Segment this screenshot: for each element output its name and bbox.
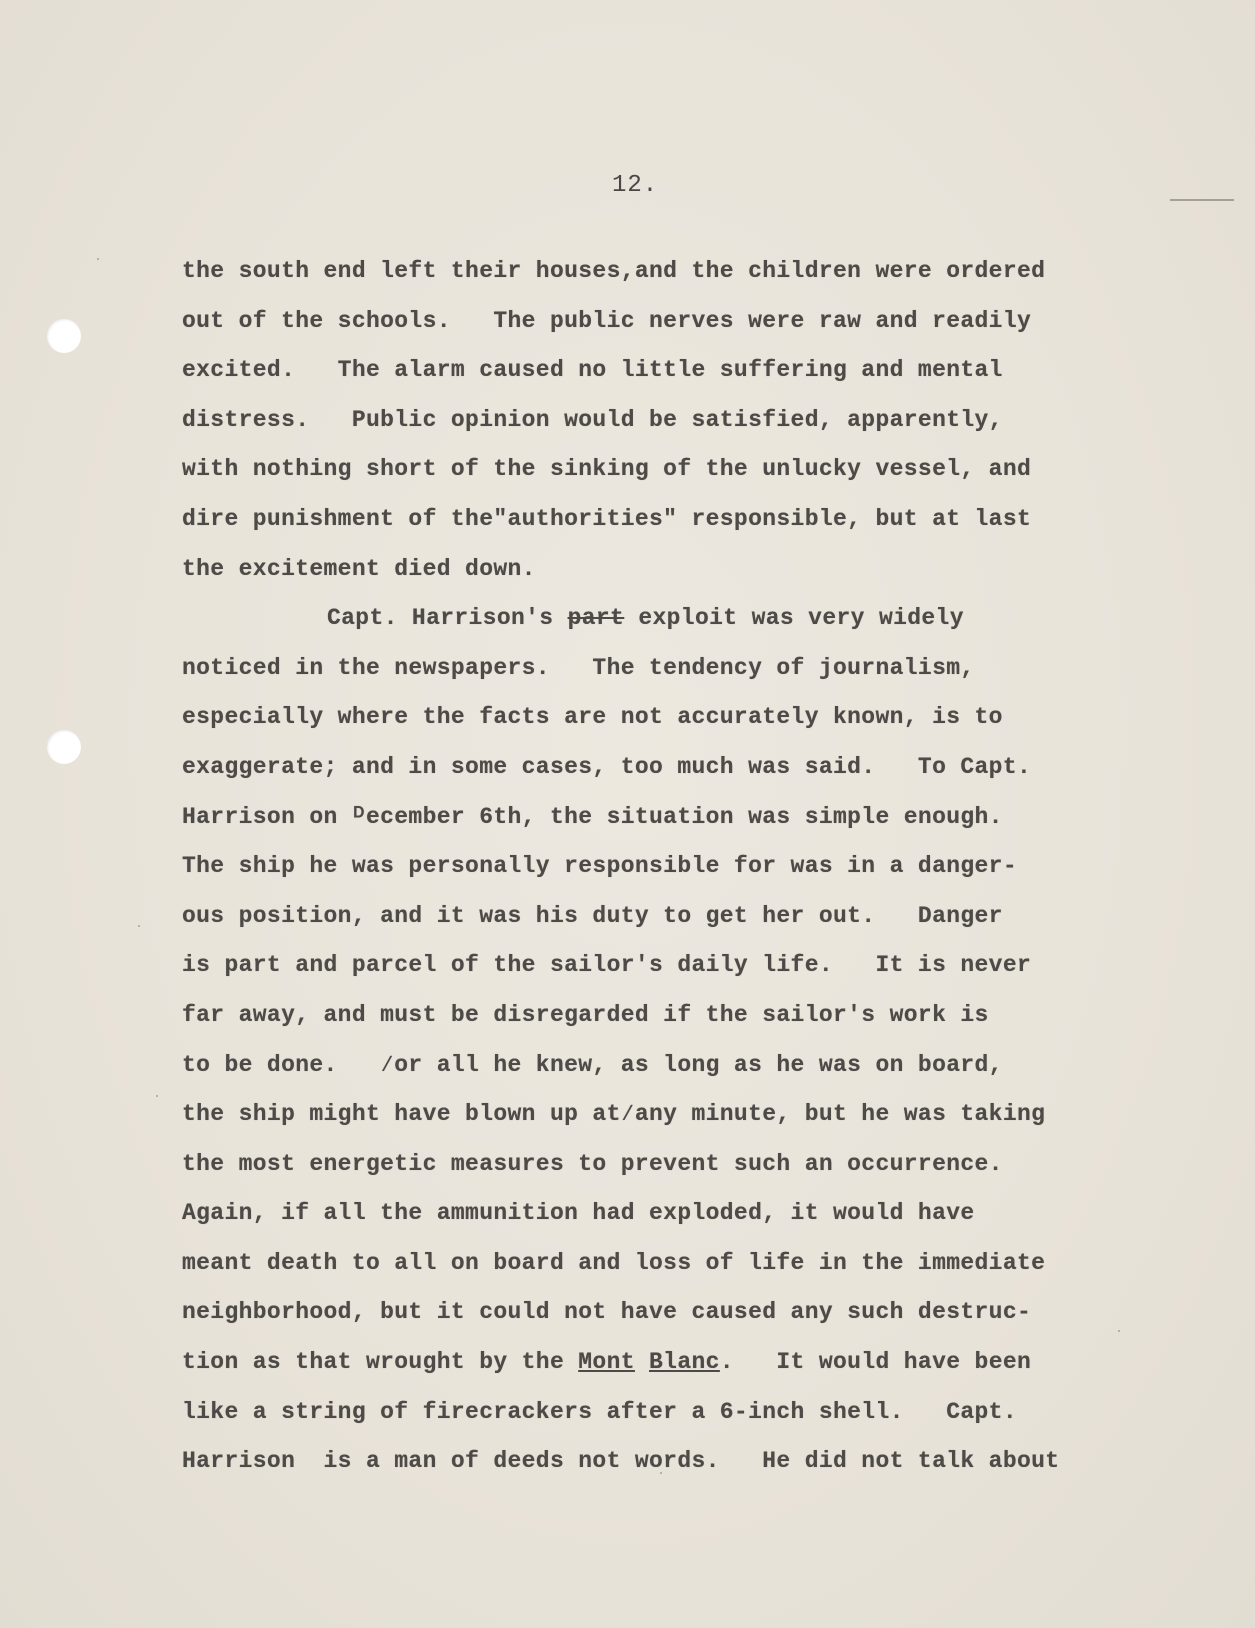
- text-line: especially where the facts are not accurately known, is to: [182, 704, 1003, 731]
- text-line: the south end left their houses,and the children were ordered: [182, 258, 1046, 284]
- ship-name-underlined: Mont: [578, 1349, 635, 1376]
- typed-body-text: [182, 247, 1102, 1487]
- text-line: far away, and must be disregarded if the sailor's work is: [182, 1001, 989, 1028]
- text-line: the ship might have blown up at∕any minute, but he was taking: [182, 1101, 1046, 1128]
- paper-speck: [1118, 1330, 1120, 1332]
- text-line: to be done. ∕or all he knew, as long as he was on board,: [182, 1051, 1003, 1078]
- text-line: Again, if all the ammunition had exploded, it would have: [182, 1200, 975, 1227]
- text-line: the excitement died down.: [182, 555, 536, 582]
- text-line: is part and parcel of the sailor's daily life. It is never: [182, 952, 1032, 979]
- text-line: like a string of firecrackers after a 6-inch shell. Capt.: [182, 1398, 1017, 1425]
- text-line: noticed in the newspapers. The tendency of journalism,: [182, 654, 975, 681]
- margin-mark: [1170, 199, 1234, 201]
- text-line: exaggerate; and in some cases, too much was said. To Capt.: [182, 753, 1032, 780]
- text-segment: Capt. Harrison's: [327, 605, 568, 632]
- text-segment: exploit was very widely: [624, 605, 964, 632]
- punch-hole: [47, 319, 81, 353]
- paper-speck: [97, 258, 99, 260]
- text-segment: . It would have been: [719, 1349, 1032, 1376]
- punch-hole: [47, 730, 81, 764]
- text-line: Harrison is a man of deeds not words. He did not talk about: [182, 1448, 1060, 1475]
- page-number: 12.: [612, 172, 659, 199]
- text-line: meant death to all on board and loss of life in the immediate: [182, 1249, 1046, 1276]
- text-line-indented: [182, 594, 1102, 644]
- text-segment: tion as that wrought by the: [182, 1349, 579, 1376]
- struck-word: part: [567, 605, 625, 632]
- text-line: the most energetic measures to prevent such an occurrence.: [182, 1150, 1003, 1177]
- text-line: with nothing short of the sinking of the unlucky vessel, and: [182, 456, 1032, 483]
- text-line: distress. Public opinion would be satisfied, apparently,: [182, 406, 1003, 433]
- text-line: excited. The alarm caused no little suffering and mental: [182, 357, 1003, 384]
- text-line: dire punishment of the"authorities" responsible, but at last: [182, 505, 1032, 532]
- text-line: Harrison on ᴰecember 6th, the situation was simple enough.: [182, 803, 1003, 830]
- text-line: out of the schools. The public nerves were raw and readily: [182, 307, 1032, 334]
- paper-speck: [156, 1095, 158, 1097]
- ship-name-underlined: Blanc: [649, 1349, 720, 1376]
- paper-speck: [138, 925, 140, 927]
- text-line: The ship he was personally responsible for was in a danger-: [182, 853, 1017, 880]
- text-line: [182, 1338, 1102, 1388]
- text-line: neighborhood, but it could not have caused any such destruc-: [182, 1299, 1032, 1326]
- text-segment: [635, 1349, 649, 1375]
- text-line: ous position, and it was his duty to get her out. Danger: [182, 902, 1003, 929]
